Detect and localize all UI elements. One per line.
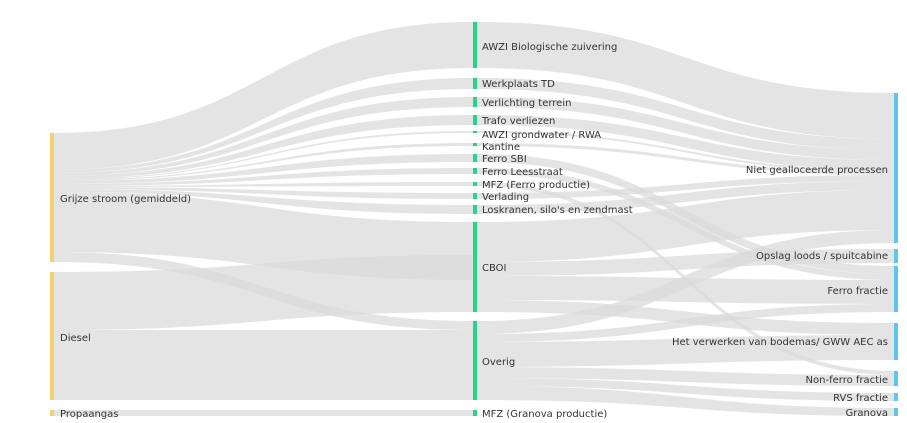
middle-node-verlading[interactable]: [473, 193, 477, 199]
source-label-grijze-stroom: Grijze stroom (gemiddeld): [60, 194, 191, 205]
source-node-propaan[interactable]: [50, 410, 54, 416]
target-label-non-ferro-fractie: Non-ferro fractie: [805, 375, 888, 386]
flow-diesel-to-overig: [54, 330, 473, 400]
target-label-granova: Granova: [845, 408, 888, 419]
target-label-rvs-fractie: RVS fractie: [833, 393, 888, 404]
middle-node-mfz-ferro[interactable]: [473, 182, 477, 186]
middle-label-ferro-leesstraat: Ferro Leesstraat: [482, 167, 563, 178]
middle-label-trafo-verliezen: Trafo verliezen: [482, 116, 556, 127]
middle-node-mfz-granova[interactable]: [473, 410, 477, 416]
middle-label-mfz-granova-productie: MFZ (Granova productie): [482, 409, 608, 420]
middle-node-awzi-bio[interactable]: [473, 22, 477, 68]
middle-label-ferro-sbi: Ferro SBI: [482, 154, 527, 165]
middle-label-mfz-ferro-productie: MFZ (Ferro productie): [482, 180, 591, 191]
target-node-bodemas[interactable]: [894, 323, 898, 360]
source-label-propaangas: Propaangas: [60, 409, 119, 420]
middle-node-verlichting[interactable]: [473, 97, 477, 107]
middle-node-awzi-grond[interactable]: [473, 131, 477, 133]
middle-label-verlading: Verlading: [482, 192, 530, 203]
target-node-niet-gealloc[interactable]: [894, 93, 898, 243]
middle-node-cboi[interactable]: [473, 222, 477, 312]
middle-node-kantine[interactable]: [473, 143, 477, 146]
middle-node-loskranen[interactable]: [473, 205, 477, 214]
middle-node-werkplaats[interactable]: [473, 78, 477, 89]
source-node-grijze[interactable]: [50, 133, 54, 262]
middle-label-verlichting-terrein: Verlichting terrein: [482, 98, 572, 109]
target-node-opslag[interactable]: [894, 249, 898, 263]
target-label-opslag-loods: Opslag loods / spuitcabine: [756, 251, 888, 262]
source-label-diesel: Diesel: [60, 333, 91, 344]
target-label-niet-gealloceerde-processen: Niet gealloceerde processen: [745, 165, 888, 176]
target-node-nonferro[interactable]: [894, 371, 898, 386]
target-node-granova[interactable]: [894, 408, 898, 416]
middle-node-trafo[interactable]: [473, 115, 477, 125]
middle-label-kantine: Kantine: [482, 142, 521, 153]
source-node-diesel[interactable]: [50, 272, 54, 400]
target-label-ferro-fractie: Ferro fractie: [827, 286, 888, 297]
middle-label-awzi-grondwater: AWZI grondwater / RWA: [482, 130, 602, 141]
middle-label-overig: Overig: [482, 357, 516, 368]
target-node-ferro-fractie[interactable]: [894, 266, 898, 312]
middle-label-awzi-biologische-zuivering: AWZI Biologische zuivering: [482, 42, 618, 53]
middle-label-werkplaats-td: Werkplaats TD: [482, 79, 555, 90]
middle-label-cboi: CBOI: [482, 263, 507, 274]
middle-node-overig[interactable]: [473, 321, 477, 400]
middle-label-loskranen: Loskranen, silo's en zendmast: [482, 205, 633, 216]
middle-node-ferro-lees[interactable]: [473, 168, 477, 174]
target-node-rvs[interactable]: [894, 393, 898, 401]
middle-node-ferro-sbi[interactable]: [473, 154, 477, 162]
target-label-bodemas: Het verwerken van bodemas/ GWW AEC as: [671, 337, 888, 348]
